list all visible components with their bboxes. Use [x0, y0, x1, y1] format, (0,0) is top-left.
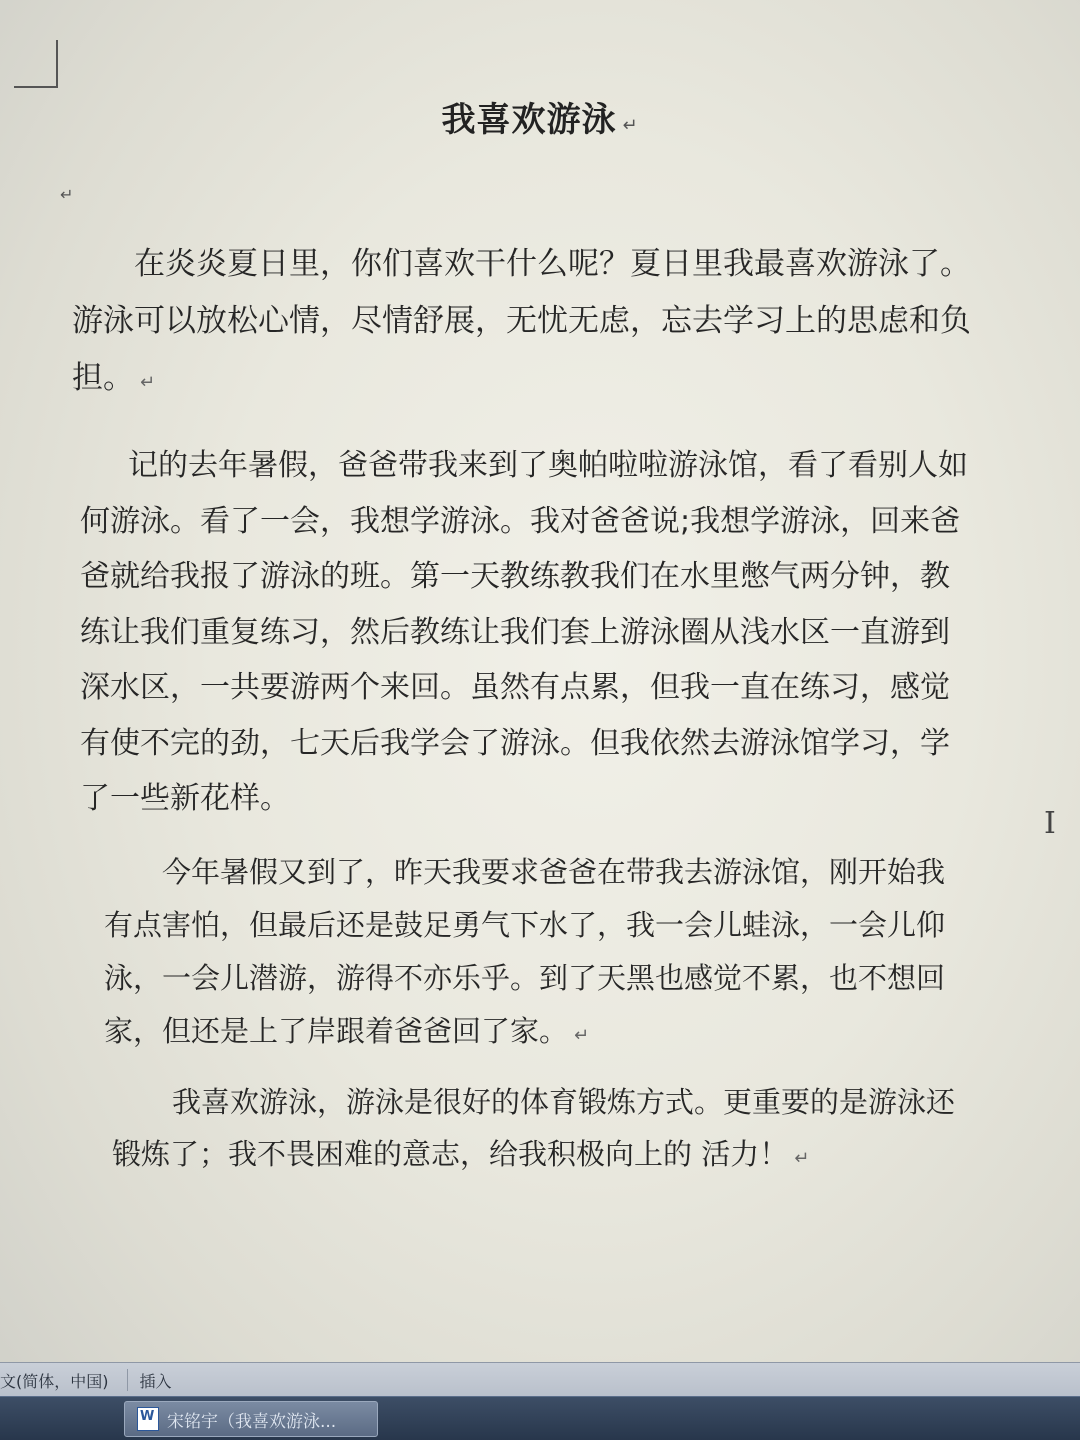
paragraph-line: 在炎炎夏日里，你们喜欢干什么呢？夏日里我最喜欢游泳了。	[134, 246, 971, 282]
paragraph-line: 今年暑假又到了，昨天我要求爸爸在带我去游泳馆，刚开始我	[162, 855, 946, 889]
document-title-text: 我喜欢游泳	[441, 100, 617, 140]
text-cursor-icon: I	[1044, 806, 1056, 841]
word-document-icon	[137, 1407, 159, 1431]
paragraph-line: 游泳可以放松心情，尽情舒展，无忧无虑，忘去学习上的思虑和负	[72, 303, 971, 339]
empty-paragraph-mark-icon: ↵	[60, 185, 74, 204]
paragraph-2	[80, 438, 1060, 827]
paragraph-mark-icon: ↵	[140, 372, 156, 393]
paragraph-line: 有使不完的劲，七天后我学会了游泳。但我依然去游泳馆学习，学	[80, 725, 950, 761]
paragraph-4	[112, 1076, 1022, 1185]
paragraph-line: 练让我们重复练习，然后教练让我们套上游泳圈从浅水区一直游到	[80, 614, 950, 650]
paragraph-3	[104, 846, 1034, 1062]
paragraph-1	[72, 236, 1062, 411]
paragraph-line: 泳，一会儿潜游，游得不亦乐乎。到了天黑也感觉不累，也不想回	[104, 961, 946, 995]
paragraph-line: 深水区，一共要游两个来回。虽然有点累，但我一直在练习，感觉	[80, 670, 950, 705]
paragraph-line: 锻炼了；我不畏困难的意志，给我积极向上的 活力！ ↵	[112, 1137, 810, 1171]
paragraph-line: 担。 ↵	[72, 360, 156, 396]
paragraph-line: 记的去年暑假，爸爸带我来到了奥帕啦啦游泳馆，看了看别人如	[128, 448, 968, 483]
taskbar	[0, 1396, 1080, 1440]
paragraph-line: 何游泳。看了一会，我想学游泳。我对爸爸说;我想学游泳，回来爸	[80, 503, 961, 539]
language-indicator[interactable]: 文(简体，中国)	[0, 1371, 109, 1391]
insert-mode-indicator[interactable]: 插入	[139, 1371, 172, 1391]
status-divider	[127, 1369, 128, 1391]
word-window-label: 宋铭宇（我喜欢游泳...	[167, 1411, 337, 1432]
word-taskbar-button[interactable]	[124, 1401, 378, 1437]
paragraph-line: 了一些新花样。	[80, 781, 290, 816]
paragraph-mark-icon: ↵	[622, 115, 639, 136]
paragraph-line: 家，但还是上了岸跟着爸爸回了家。 ↵	[104, 1014, 590, 1048]
status-bar	[0, 1362, 1080, 1397]
paragraph-line: 爸就给我报了游泳的班。第一天教练教我们在水里憋气两分钟，教	[80, 559, 950, 594]
paragraph-mark-icon: ↵	[574, 1025, 590, 1046]
document-title	[0, 92, 1080, 141]
paragraph-line: 我喜欢游泳，游泳是很好的体育锻炼方式。更重要的是游泳还	[172, 1085, 956, 1119]
crop-mark-icon	[14, 40, 58, 88]
paragraph-mark-icon: ↵	[794, 1148, 810, 1169]
paragraph-line: 有点害怕，但最后还是鼓足勇气下水了，我一会儿蛙泳，一会儿仰	[104, 908, 946, 942]
